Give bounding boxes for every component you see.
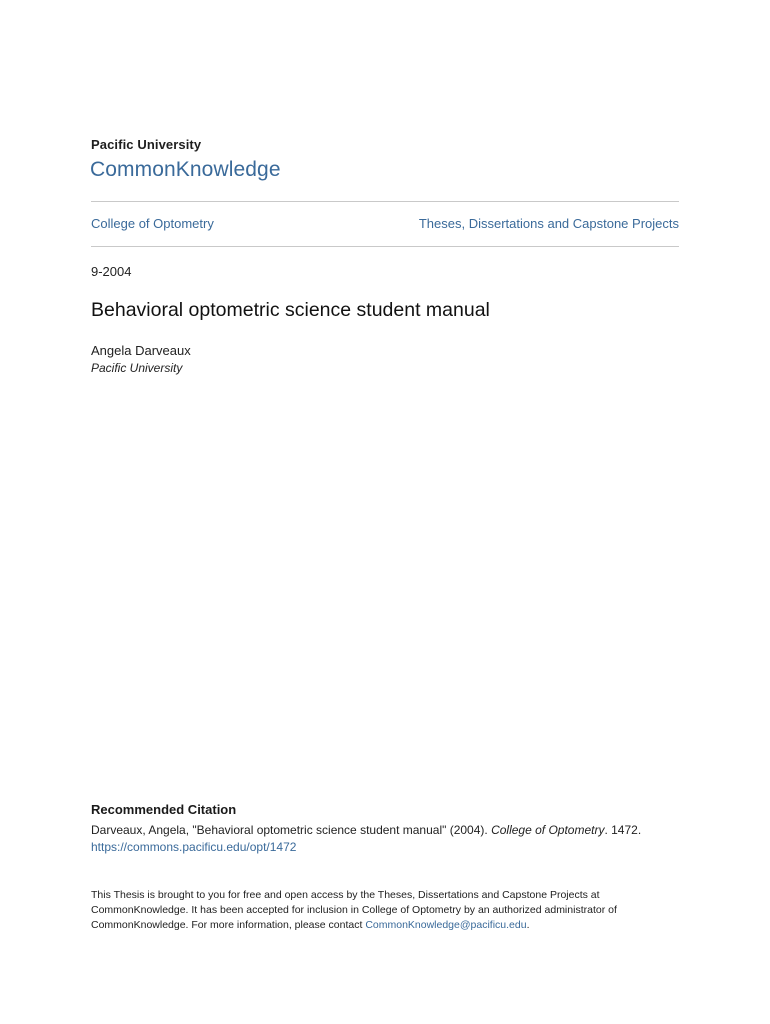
institution-name: Pacific University bbox=[91, 137, 202, 152]
author-name: Angela Darveaux bbox=[91, 343, 191, 358]
citation-text-end: . 1472. bbox=[604, 823, 642, 837]
repository-link[interactable]: CommonKnowledge bbox=[90, 158, 281, 181]
notice-line-3-suffix: . bbox=[526, 919, 530, 931]
notice-line-2: CommonKnowledge. It has been accepted for inclusion in College of Optometry by an authorized administrator of bbox=[91, 904, 617, 916]
collection-link[interactable]: College of Optometry bbox=[91, 216, 214, 231]
publication-date: 9-2004 bbox=[91, 264, 132, 279]
document-title: Behavioral optometric science student manual bbox=[91, 299, 490, 321]
notice-line-1: This Thesis is brought to you for free and open access by the Theses, Dissertations and Capstone Projects at bbox=[91, 889, 600, 901]
citation-text-start: Darveaux, Angela, "Behavioral optometric science student manual" (2004). bbox=[91, 823, 492, 837]
access-notice bbox=[91, 888, 691, 933]
citation-heading: Recommended Citation bbox=[91, 802, 237, 817]
series-link[interactable]: Theses, Dissertations and Capstone Projects bbox=[418, 216, 679, 231]
top-divider bbox=[91, 201, 679, 202]
citation-collection: College of Optometry bbox=[491, 823, 605, 837]
citation-block bbox=[91, 822, 691, 856]
notice-line-3-prefix: CommonKnowledge. For more information, please contact bbox=[91, 919, 366, 931]
bottom-divider bbox=[91, 246, 679, 247]
citation-url-link[interactable]: https://commons.pacificu.edu/opt/1472 bbox=[91, 840, 297, 854]
author-affiliation: Pacific University bbox=[91, 361, 183, 375]
contact-email-link[interactable]: CommonKnowledge@pacificu.edu bbox=[365, 919, 527, 931]
